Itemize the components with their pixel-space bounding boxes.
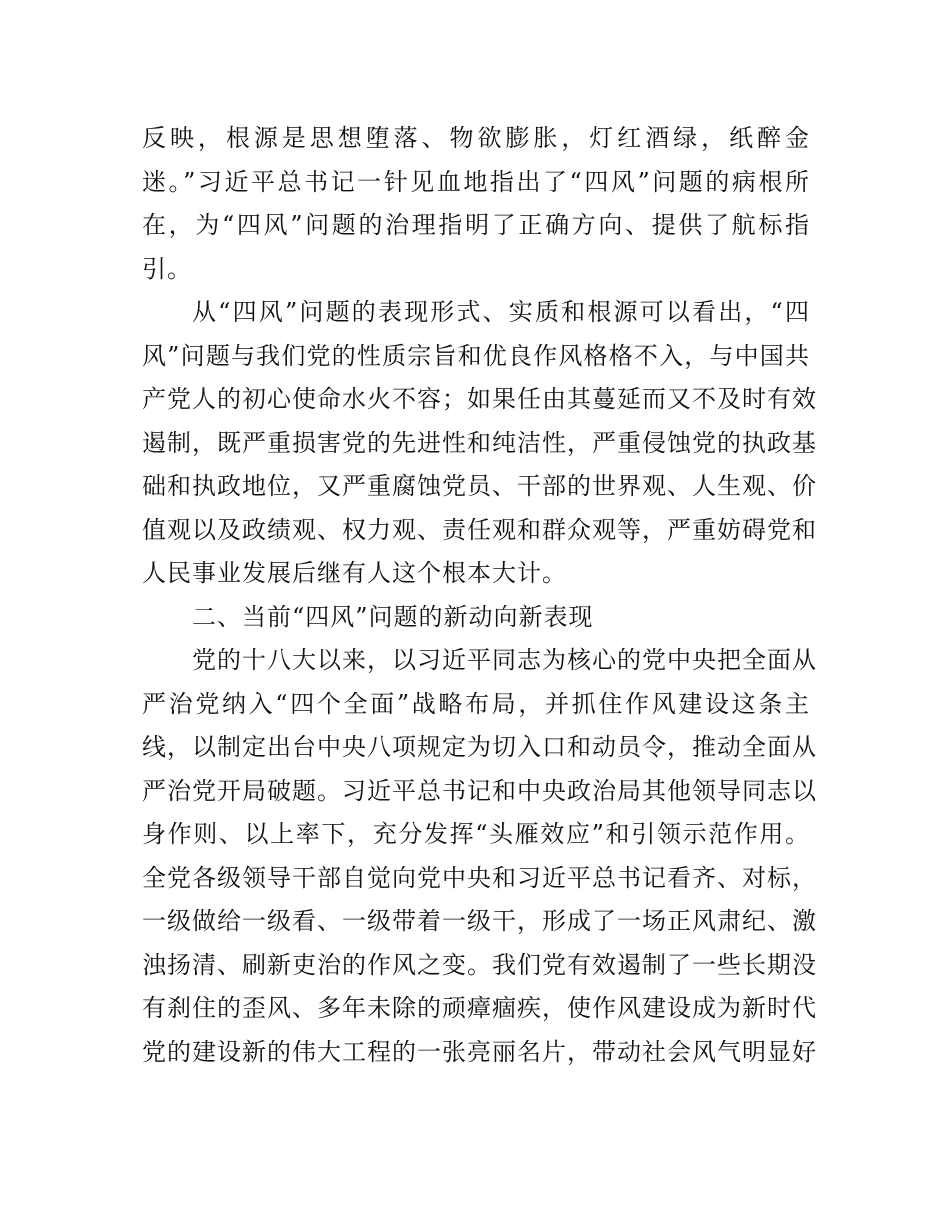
text-line: 引。: [142, 254, 192, 283]
document-page: [142, 117, 817, 1074]
text-line: 在，为“四风”问题的治理指明了正确方向、提供了航标指: [142, 211, 810, 239]
text-line: 严治党开局破题。习近平总书记和中央政治局其他领导同志以: [142, 776, 817, 805]
text-line: 迷。”习近平总书记一针见血地指出了“四风”问题的病根所: [142, 167, 810, 196]
text-line: 础和执政地位，又严重腐蚀党员、干部的世界观、人生观、价: [142, 472, 817, 500]
text-line: 有刹住的歪风、多年未除的顽瘴痼疾，使作风建设成为新时代: [142, 994, 817, 1022]
text-line: 值观以及政绩观、权力观、责任观和群众观等，严重妨碍党和: [142, 515, 817, 544]
text-line: 一级做给一级看、一级带着一级干，形成了一场正风肃纪、激: [142, 907, 817, 935]
text-line: 反映，根源是思想堕落、物欲膨胀，灯红酒绿，纸醉金: [142, 124, 810, 152]
text-line: 党的建设新的伟大工程的一张亮丽名片，带动社会风气明显好: [142, 1037, 817, 1066]
text-line: 全党各级领导干部自觉向党中央和习近平总书记看齐、对标，: [142, 863, 817, 892]
text-line: 严治党纳入“四个全面”战略布局，并抓住作风建设这条主: [142, 689, 810, 718]
text-line: 风”问题与我们党的性质宗旨和优良作风格格不入，与中国共: [142, 341, 810, 370]
text-line: 线，以制定出台中央八项规定为切入口和动员令，推动全面从: [142, 733, 817, 761]
text-line: 产党人的初心使命水火不容；如果任由其蔓延而又不及时有效: [142, 385, 817, 413]
section-heading: [142, 596, 810, 640]
paragraph-3: [142, 639, 817, 1074]
text-line: 从“四风”问题的表现形式、实质和根源可以看出，“四: [192, 298, 810, 326]
section-heading-text: 二、当前“四风”问题的新动向新表现: [192, 602, 594, 631]
paragraph-1: [142, 117, 810, 291]
text-line: 身作则、以上率下，充分发挥“头雁效应”和引领示范作用。: [142, 820, 810, 848]
text-line: 浊扬清、刷新吏治的作风之变。我们党有效遏制了一些长期没: [142, 950, 817, 979]
text-line: 人民事业发展后继有人这个根本大计。: [142, 559, 567, 587]
paragraph-2: [142, 291, 817, 596]
text-line: 党的十八大以来，以习近平同志为核心的党中央把全面从: [192, 646, 817, 674]
text-line: 遏制，既严重损害党的先进性和纯洁性，严重侵蚀党的执政基: [142, 428, 817, 457]
